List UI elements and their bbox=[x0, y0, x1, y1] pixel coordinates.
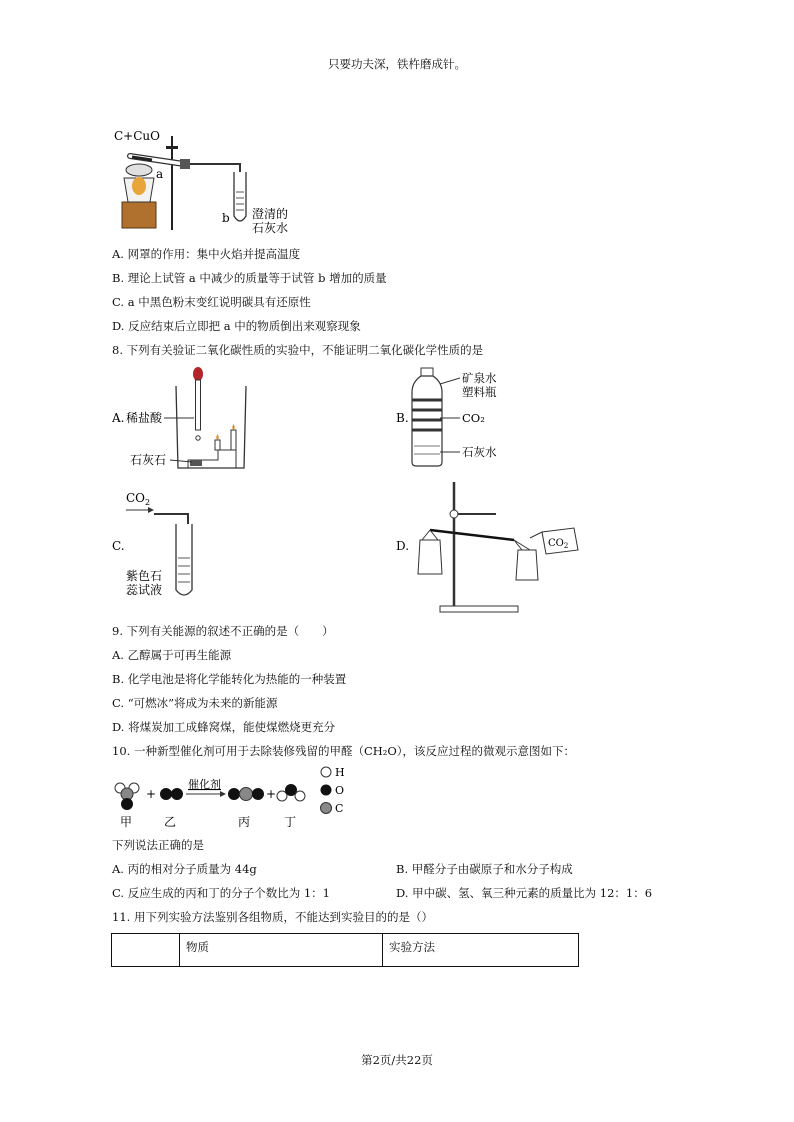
q7-option-d: D. 反应结束后立即把 a 中的物质倒出来观察现象 bbox=[112, 319, 361, 333]
q8-stem: 8. 下列有关验证二氧化碳性质的实验中，不能证明二氧化碳化学性质的是 bbox=[112, 343, 484, 357]
q11-stem: 11. 用下列实验方法鉴别各组物质，不能达到实验目的的是（） bbox=[112, 910, 433, 924]
q8-b-letter: B. bbox=[396, 411, 409, 425]
q10-legend-o: O bbox=[335, 784, 345, 797]
q7-option-c: C. a 中黑色粉末变红说明碳具有还原性 bbox=[112, 295, 311, 309]
q10-catalyst-label: 催化剂 bbox=[188, 778, 221, 791]
q10-legend-h: H bbox=[335, 766, 345, 779]
q7-apparatus-figure bbox=[112, 126, 302, 236]
q7-limewater-label-1: 澄清的 bbox=[252, 207, 289, 221]
q8-a-stone-label: 石灰石 bbox=[130, 453, 167, 467]
q9-option-d: D. 将煤炭加工成蜂窝煤，能使煤燃烧更充分 bbox=[112, 720, 336, 734]
q8-c-gas-sub: 2 bbox=[145, 498, 151, 507]
q10-option-a: A. 丙的相对分子质量为 44g bbox=[112, 862, 257, 876]
q8-figure-c bbox=[112, 488, 222, 603]
q10-option-d: D. 甲中碳、氢、氧三种元素的质量比为 12：1：6 bbox=[396, 886, 653, 900]
q10-label-ding: 丁 bbox=[284, 815, 297, 829]
q11-table-header-method: 实验方法 bbox=[383, 934, 579, 967]
q8-b-gas-label: CO₂ bbox=[462, 411, 485, 425]
q8-b-limewater-label: 石灰水 bbox=[462, 445, 497, 459]
q8-a-acid-label: 稀盐酸 bbox=[126, 411, 163, 425]
q9-option-a: A. 乙醇属于可再生能源 bbox=[112, 648, 232, 662]
q10-option-b: B. 甲醛分子由碳原子和水分子构成 bbox=[396, 862, 573, 876]
q8-figure-a bbox=[112, 364, 262, 474]
q8-c-litmus-label-2: 蕊试液 bbox=[126, 583, 163, 597]
q8-c-letter: C. bbox=[112, 539, 125, 553]
q10-label-yi: 乙 bbox=[164, 815, 177, 829]
q11-table-header-index bbox=[112, 934, 180, 967]
q9-stem: 9. 下列有关能源的叙述不正确的是（ ） bbox=[112, 624, 334, 638]
q8-d-letter: D. bbox=[396, 539, 410, 553]
q7-reactants-label: C+CuO bbox=[114, 129, 160, 143]
q10-question: 下列说法正确的是 bbox=[112, 838, 204, 852]
q7-option-b: B. 理论上试管 a 中减少的质量等于试管 b 增加的质量 bbox=[112, 271, 387, 285]
q9-option-b: B. 化学电池是将化学能转化为热能的一种装置 bbox=[112, 672, 347, 686]
q10-plus-2: + bbox=[266, 787, 277, 801]
q8-c-litmus-label-1: 紫色石 bbox=[126, 569, 163, 583]
q8-b-bottle-label-1: 矿泉水 bbox=[462, 371, 497, 385]
q10-option-c: C. 反应生成的丙和丁的分子个数比为 1：1 bbox=[112, 886, 330, 900]
svg-text:CO2 bbox=[126, 491, 150, 507]
q9-option-c: C. “可燃冰”将成为未来的新能源 bbox=[112, 696, 278, 710]
page-header-motto: 只要功夫深，铁杵磨成针。 bbox=[328, 57, 466, 71]
page-footer-number: 第2页/共22页 bbox=[361, 1053, 433, 1067]
q7-option-a: A. 网罩的作用：集中火焰并提高温度 bbox=[112, 247, 301, 261]
q8-d-gas-sub: 2 bbox=[563, 542, 569, 550]
q10-label-bing: 丙 bbox=[238, 815, 251, 829]
q8-figure-d bbox=[396, 478, 596, 618]
q7-limewater-label-2: 石灰水 bbox=[252, 221, 289, 235]
q8-a-letter: A. bbox=[112, 411, 125, 425]
q10-label-jia: 甲 bbox=[120, 815, 133, 829]
q11-table bbox=[111, 933, 579, 967]
q10-molecule-diagram bbox=[112, 764, 362, 832]
q7-tube-a-label: a bbox=[156, 167, 164, 181]
q8-c-gas-label: CO bbox=[126, 491, 146, 505]
q7-tube-b-label: b bbox=[222, 211, 230, 225]
q8-figure-b bbox=[396, 366, 516, 470]
q10-plus-1: + bbox=[146, 787, 157, 801]
q10-stem: 10. 一种新型催化剂可用于去除装修残留的甲醛（CH₂O），该反应过程的微观示意图如下： bbox=[112, 744, 576, 758]
q10-legend-c: C bbox=[335, 802, 344, 815]
q8-b-bottle-label-2: 塑料瓶 bbox=[462, 385, 497, 399]
q11-table-header-row bbox=[112, 934, 579, 967]
q11-table-header-substance: 物质 bbox=[180, 934, 383, 967]
q8-d-gas-label: CO bbox=[548, 538, 564, 549]
